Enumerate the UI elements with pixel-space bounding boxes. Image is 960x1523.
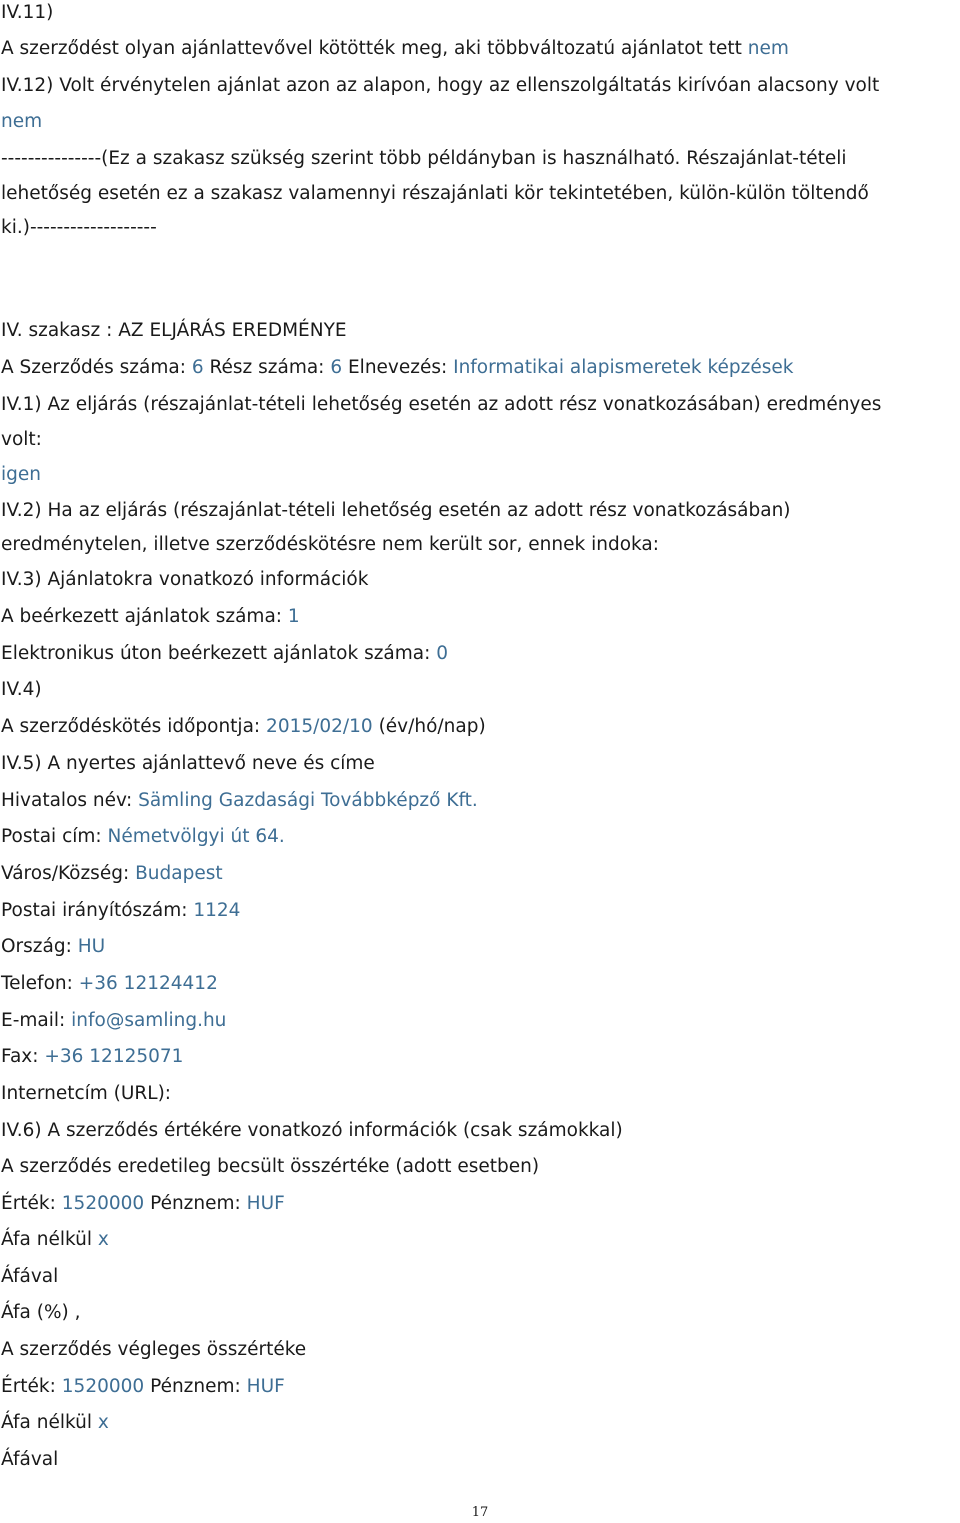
text: IV.5) A nyertes ajánlattevő neve és címe: [1, 753, 375, 774]
field-label: Fax:: [1, 1046, 39, 1067]
multi-variant-offer-line: [1, 36, 789, 62]
field-label: A szerződéskötés időpontja:: [1, 716, 261, 737]
section-iv12-line: [1, 73, 879, 99]
field-label: Internetcím (URL):: [1, 1083, 172, 1104]
section-iv5-heading: [1, 751, 375, 777]
field-value: HU: [77, 936, 106, 957]
field-label: (év/hó/nap): [378, 716, 486, 737]
field-value: igen: [1, 464, 41, 485]
note-line-2: [1, 181, 869, 207]
field-value: HUF: [246, 1193, 285, 1214]
field-value: x: [97, 1229, 109, 1250]
field-value: 1: [287, 606, 300, 627]
text: eredménytelen, illetve szerződéskötésre nem került sor, ennek indoka:: [1, 534, 659, 555]
field-value: HUF: [246, 1376, 285, 1397]
electronic-offers-line: [1, 641, 448, 667]
field-value: 2015/02/10: [266, 716, 373, 737]
section-iv3-heading: [1, 567, 368, 593]
page-number: 17: [471, 1505, 489, 1520]
winner-city-line: [1, 861, 223, 887]
final-value-line: [1, 1374, 285, 1400]
contract-date-line: [1, 714, 486, 740]
section-iv4-heading: [1, 677, 42, 703]
winner-email-line: [1, 1008, 226, 1034]
field-value: 6: [191, 357, 204, 378]
field-label: Érték:: [1, 1193, 56, 1214]
text: IV.3) Ajánlatokra vonatkozó információk: [1, 569, 369, 590]
winner-name-line: [1, 788, 478, 814]
field-label: Elnevezés:: [347, 357, 448, 378]
section-iv12-value: [1, 109, 42, 135]
section-iv2-line-1: [1, 498, 791, 524]
field-value: 1520000: [61, 1376, 145, 1397]
text: IV.4): [1, 679, 42, 700]
winner-country-line: [1, 934, 105, 960]
field-label: A szerződést olyan ajánlattevővel kötötték meg, aki többváltozatú ajánlatot tett: [1, 38, 742, 59]
field-value: 1520000: [61, 1193, 145, 1214]
field-value: Sämling Gazdasági Továbbképző Kft.: [138, 790, 478, 811]
estimated-novat-line: [1, 1227, 109, 1253]
final-vat-line: [1, 1447, 58, 1473]
final-value-title: [1, 1337, 306, 1363]
text: lehetőség esetén ez a szakasz valamennyi részajánlati kör tekintetében, külön-külön töltendő: [1, 183, 869, 204]
field-value: x: [97, 1412, 109, 1433]
note-line-3: [1, 215, 157, 241]
text: A szerződés végleges összértéke: [1, 1339, 307, 1360]
winner-fax-line: [1, 1044, 183, 1070]
field-label: Telefon:: [1, 973, 73, 994]
note-line-1: [1, 146, 847, 172]
field-value: nem: [1, 111, 43, 132]
field-label: E-mail:: [1, 1010, 66, 1031]
field-value: 0: [436, 643, 449, 664]
field-value: nem: [747, 38, 789, 59]
field-label: Város/Község:: [1, 863, 130, 884]
winner-address-line: [1, 824, 285, 850]
field-value: +36 12125071: [44, 1046, 184, 1067]
offers-count-line: [1, 604, 300, 630]
section-iv1-line-1: [1, 392, 881, 418]
field-label: Áfával: [1, 1449, 59, 1470]
field-value: +36 12124412: [78, 973, 218, 994]
section-iv1-line-2: [1, 427, 42, 453]
text: volt:: [1, 429, 42, 450]
text: IV.2) Ha az eljárás (részajánlat-tételi lehetőség esetén az adott rész vonatkozásában): [1, 500, 791, 521]
winner-zip-line: [1, 898, 240, 924]
winner-phone-line: [1, 971, 218, 997]
text: IV.12) Volt érvénytelen ajánlat azon az alapon, hogy az ellenszolgáltatás kirívóan alacsony volt: [1, 75, 880, 96]
field-value: Informatikai alapismeretek képzések: [453, 357, 794, 378]
text: IV.11): [1, 2, 54, 23]
field-label: Áfával: [1, 1266, 59, 1287]
text: IV.1) Az eljárás (részajánlat-tételi lehetőség esetén az adott rész vonatkozásában) eredményes: [1, 394, 882, 415]
field-value: Budapest: [135, 863, 223, 884]
estimated-value-line: [1, 1191, 285, 1217]
section-iv11-heading: [1, 0, 53, 26]
contract-info-line: [1, 355, 793, 381]
field-label: A Szerződés száma:: [1, 357, 186, 378]
final-novat-line: [1, 1410, 109, 1436]
section-iv6-heading: [1, 1118, 623, 1144]
text: ---------------(Ez a szakasz szükség szerint több példányban is használható. Részajánlat-tételi: [1, 148, 847, 169]
field-label: Érték:: [1, 1376, 56, 1397]
field-label: Postai irányítószám:: [1, 900, 188, 921]
estimated-value-title: [1, 1154, 539, 1180]
field-label: Pénznem:: [150, 1376, 241, 1397]
section-iv2-line-2: [1, 532, 659, 558]
field-label: Ország:: [1, 936, 72, 957]
text: ki.)-------------------: [1, 217, 157, 238]
field-label: Áfa nélkül: [1, 1412, 92, 1433]
field-label: Áfa (%) ,: [1, 1302, 81, 1323]
field-value: 6: [330, 357, 343, 378]
field-label: Postai cím:: [1, 826, 102, 847]
section-title: [1, 318, 347, 344]
estimated-vat-line: [1, 1264, 58, 1290]
field-value: info@samling.hu: [71, 1010, 227, 1031]
field-label: Pénznem:: [150, 1193, 241, 1214]
field-label: Hivatalos név:: [1, 790, 133, 811]
field-label: Rész száma:: [209, 357, 325, 378]
field-label: Áfa nélkül: [1, 1229, 92, 1250]
field-label: Elektronikus úton beérkezett ajánlatok száma:: [1, 643, 431, 664]
section-iv1-value: [1, 462, 41, 488]
field-value: 1124: [193, 900, 241, 921]
heading: IV. szakasz : AZ ELJÁRÁS EREDMÉNYE: [1, 320, 347, 341]
estimated-vat-pct-line: [1, 1300, 81, 1326]
field-label: A beérkezett ajánlatok száma:: [1, 606, 283, 627]
field-value: Németvölgyi út 64.: [107, 826, 285, 847]
winner-url-line: [1, 1081, 171, 1107]
text: IV.6) A szerződés értékére vonatkozó információk (csak számokkal): [1, 1120, 623, 1141]
text: A szerződés eredetileg becsült összértéke (adott esetben): [1, 1156, 540, 1177]
